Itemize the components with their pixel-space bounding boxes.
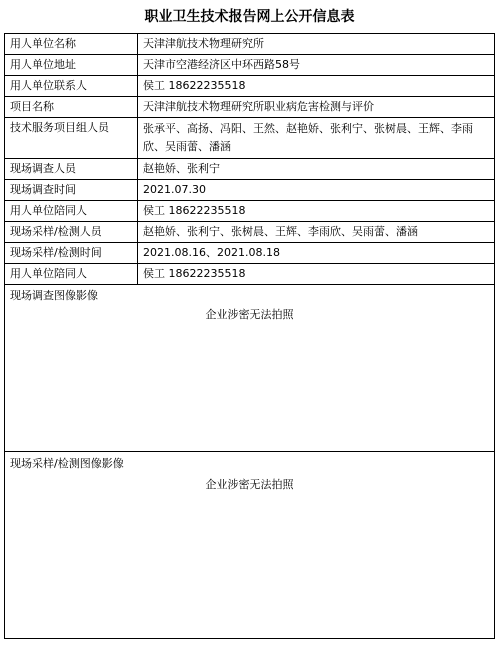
table-row bbox=[5, 159, 495, 180]
survey-images-note: 企业涉密无法拍照 bbox=[205, 308, 294, 321]
table-row bbox=[5, 97, 495, 118]
row-value-project-name: 天津津航技术物理研究所职业病危害检测与评价 bbox=[138, 97, 495, 118]
row-label-survey-date: 现场调查时间 bbox=[5, 180, 138, 201]
table-row bbox=[5, 180, 495, 201]
survey-images-label: 现场调查图像影像 bbox=[10, 289, 98, 302]
row-value-employer-contact: 侯工 18622235518 bbox=[138, 76, 495, 97]
page-title: 职业卫生技术报告网上公开信息表 bbox=[144, 9, 355, 25]
row-label-employer-address: 用人单位地址 bbox=[5, 55, 138, 76]
row-value-survey-staff: 赵艳娇、张利宁 bbox=[138, 159, 495, 180]
row-label-project-name: 项目名称 bbox=[5, 97, 138, 118]
table-row bbox=[5, 452, 495, 639]
row-label-sampling-date: 现场采样/检测时间 bbox=[5, 243, 138, 264]
table-row bbox=[5, 264, 495, 285]
row-value-project-team: 张承平、高扬、冯阳、王然、赵艳娇、张利宁、张树晨、王辉、李雨欣、吴雨蕾、潘涵 bbox=[138, 118, 495, 159]
row-value-survey-date: 2021.07.30 bbox=[138, 180, 495, 201]
row-value-survey-escort: 侯工 18622235518 bbox=[138, 201, 495, 222]
info-table bbox=[4, 33, 495, 639]
row-value-employer-address: 天津市空港经济区中环西路58号 bbox=[138, 55, 495, 76]
table-row bbox=[5, 118, 495, 159]
row-value-employer-name: 天津津航技术物理研究所 bbox=[138, 34, 495, 55]
sampling-images-label: 现场采样/检测图像影像 bbox=[10, 457, 124, 470]
row-value-sampling-date: 2021.08.16、2021.08.18 bbox=[138, 243, 495, 264]
table-row bbox=[5, 34, 495, 55]
survey-images-cell bbox=[5, 285, 495, 452]
row-value-sampling-escort: 侯工 18622235518 bbox=[138, 264, 495, 285]
table-row bbox=[5, 222, 495, 243]
row-value-sampling-staff: 赵艳娇、张利宁、张树晨、王辉、李雨欣、吴雨蕾、潘涵 bbox=[138, 222, 495, 243]
table-row bbox=[5, 243, 495, 264]
row-label-sampling-staff: 现场采样/检测人员 bbox=[5, 222, 138, 243]
row-label-employer-contact: 用人单位联系人 bbox=[5, 76, 138, 97]
row-label-survey-escort: 用人单位陪同人 bbox=[5, 201, 138, 222]
sampling-images-note: 企业涉密无法拍照 bbox=[205, 478, 294, 491]
table-row bbox=[5, 76, 495, 97]
row-label-project-team: 技术服务项目组人员 bbox=[5, 118, 138, 159]
row-label-sampling-escort: 用人单位陪同人 bbox=[5, 264, 138, 285]
sampling-images-cell bbox=[5, 452, 495, 639]
table-row bbox=[5, 285, 495, 452]
row-label-survey-staff: 现场调查人员 bbox=[5, 159, 138, 180]
table-row bbox=[5, 201, 495, 222]
table-row bbox=[5, 55, 495, 76]
row-label-employer-name: 用人单位名称 bbox=[5, 34, 138, 55]
